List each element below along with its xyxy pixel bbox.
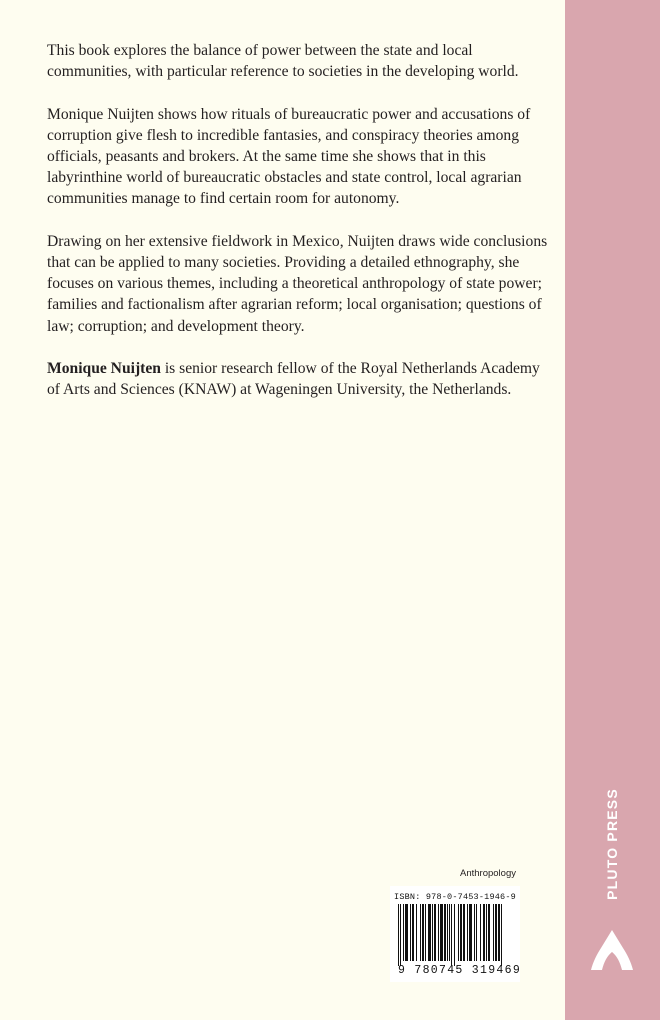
publisher-name: PLUTO PRESS: [604, 788, 620, 900]
barcode-bar: [400, 904, 401, 966]
barcode-bar: [447, 904, 448, 961]
barcode-bar: [432, 904, 433, 961]
barcode-bar: [498, 904, 500, 961]
barcode-bar: [438, 904, 439, 961]
barcode-bar: [420, 904, 421, 961]
barcode-bar: [416, 904, 417, 961]
isbn-label: ISBN: 978-0-7453-1946-9: [394, 892, 516, 902]
barcode-bar: [398, 904, 399, 966]
blurb-paragraph: Drawing on her extensive fieldwork in Mexico, Nuijten draws wide conclusions that can be applied to many societies. Providing a detailed ethnography, she focuses on various themes, including a theoretical anthropology of state power; families and factionalism after agrarian reform; local organisation; questions of law; corruption; and development theory.: [47, 232, 548, 335]
blurb-paragraph: This book explores the balance of power between the state and local communities, with particular reference to societies in the developing world.: [47, 42, 519, 81]
barcode-bar: [440, 904, 443, 961]
barcode-bar: [474, 904, 475, 961]
barcode-bar: [449, 904, 450, 961]
barcode-bar: [495, 904, 497, 961]
barcode-bar: [405, 904, 408, 961]
barcode-bar: [451, 904, 452, 966]
barcode-bar: [501, 904, 502, 966]
barcode-bar: [480, 904, 481, 961]
author-bio-paragraph: [47, 358, 552, 400]
barcode-bar: [428, 904, 431, 961]
barcode-bar: [412, 904, 414, 961]
barcode-bar: [422, 904, 424, 961]
barcode-bar: [410, 904, 411, 961]
barcode-bar: [493, 904, 494, 961]
barcode-bar: [454, 904, 455, 966]
author-bio: is senior research fellow of the Royal Netherlands Academy of Arts and Sciences (KNAW) at Wageningen University, the Netherlands.: [47, 360, 540, 399]
barcode-bar: [434, 904, 436, 961]
blurb: [47, 40, 552, 422]
barcode-bar: [469, 904, 472, 961]
category-label: Anthropology: [460, 868, 516, 879]
barcode-bar: [483, 904, 485, 961]
pluto-press-logo-icon: [589, 928, 635, 972]
barcode-bar: [425, 904, 426, 961]
author-name: Monique Nuijten: [47, 360, 161, 377]
barcode-bar: [463, 904, 465, 961]
barcode-bar: [460, 904, 462, 961]
blurb-paragraph: Monique Nuijten shows how rituals of bureaucratic power and accusations of corruption give flesh to incredible fantasies, and conspiracy theories among officials, peasants and brokers. At the same time she shows that in this labyrinthine world of bureaucratic obstacles and state control, local agrarian communities manage to find certain room for autonomy.: [47, 105, 531, 208]
barcode-bar: [444, 904, 446, 961]
barcode-bar: [476, 904, 477, 961]
barcode-bar: [458, 904, 459, 961]
barcode-bar: [467, 904, 468, 961]
barcode: [390, 886, 520, 982]
barcode-digits: 9 780745 319469: [398, 964, 522, 977]
barcode-bar: [486, 904, 487, 961]
barcode-bar: [488, 904, 490, 961]
barcode-bar: [403, 904, 404, 961]
